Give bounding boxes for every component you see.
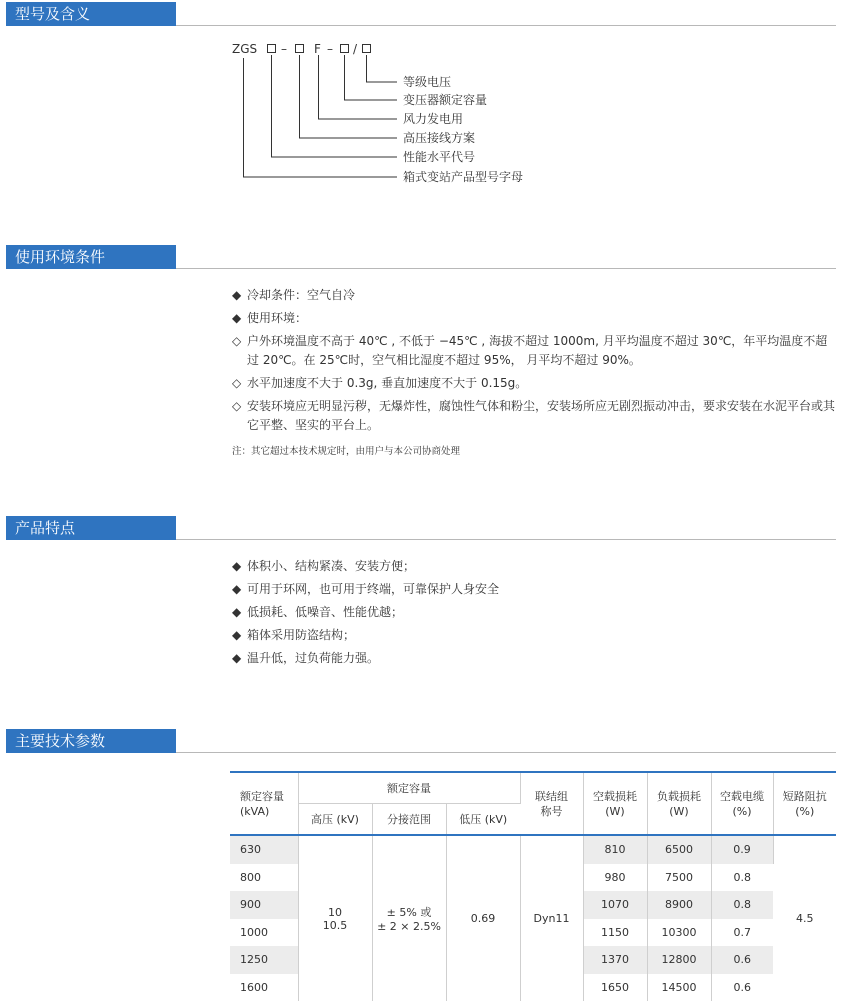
col-header-capacity — [230, 772, 298, 835]
model-diagram — [0, 0, 850, 200]
cell-load-loss: 10300 — [647, 919, 711, 947]
list-item-text: 温升低，过负荷能力强。 — [247, 651, 380, 665]
col-header-impedance — [773, 772, 836, 835]
section-title-environment: 使用环境条件 — [6, 245, 176, 269]
model-meaning-wind: 风力发电用 — [403, 112, 464, 126]
model-prefix: ZGS — [232, 42, 258, 56]
section-header-environment — [0, 245, 836, 269]
cell-load-loss: 6500 — [647, 835, 711, 864]
cell-capacity: 1000 — [230, 919, 298, 947]
cell-noload-current: 0.7 — [711, 919, 773, 947]
model-meaning-voltage: 等级电压 — [403, 75, 452, 89]
cell-connection: Dyn11 — [520, 835, 583, 1001]
diamond-filled-icon: ◆ — [232, 288, 242, 302]
params-table — [230, 771, 836, 1001]
col-header-unit: (%) — [732, 804, 752, 818]
col-header-rated-group: 额定容量 — [298, 772, 520, 804]
cell-load-loss: 7500 — [647, 864, 711, 892]
cell-hv-value: 10 — [328, 905, 342, 919]
cell-noload-loss: 810 — [583, 835, 647, 864]
cell-tap-value: ± 2 × 2.5% — [377, 920, 441, 933]
col-header-text: 负载损耗 — [657, 789, 701, 803]
features-list — [232, 557, 838, 672]
cell-load-loss: 12800 — [647, 946, 711, 974]
list-item-text: 安装环境应无明显污秽，无爆炸性，腐蚀性气体和粉尘，安装场所应无剧烈振动冲击，要求安装在水泥平台或其它平整、坚实的平台上。 — [247, 399, 836, 432]
environment-list — [232, 286, 838, 439]
cell-noload-current: 0.8 — [711, 864, 773, 892]
table-header-row — [230, 772, 836, 804]
cell-noload-loss: 1070 — [583, 891, 647, 919]
list-item-text: 水平加速度不大于 0.3g, 垂直加速度不大于 0.15g。 — [247, 376, 528, 390]
section-header-features — [0, 516, 836, 540]
cell-capacity: 630 — [230, 835, 298, 864]
col-header-text: 联结组 — [535, 789, 568, 803]
cell-noload-loss: 980 — [583, 864, 647, 892]
list-item — [232, 557, 838, 576]
list-item-text: 体积小、结构紧凑、安装方便； — [247, 559, 416, 573]
list-item — [232, 374, 838, 393]
section-title-params: 主要技术参数 — [6, 729, 176, 753]
section-title-model: 型号及含义 — [6, 2, 176, 26]
diamond-filled-icon: ◆ — [232, 582, 242, 596]
list-item — [232, 309, 838, 328]
section-rule — [176, 539, 836, 540]
list-item-text: 户外环境温度不高于 40℃ , 不低于 −45℃ , 海拔不超过 1000m, 月平均温度不超过 30℃，年平均温度不超过 20℃。在 25℃时，空气相比湿度不超过 95%， 月平均不超过 90%。 — [247, 334, 828, 367]
diamond-filled-icon: ◆ — [232, 651, 242, 665]
list-item-text: 使用环境： — [247, 311, 308, 325]
col-header-text: 空载损耗 — [593, 789, 637, 803]
col-header-text: 称号 — [540, 804, 563, 818]
cell-noload-current: 0.6 — [711, 974, 773, 1001]
cell-noload-loss: 1650 — [583, 974, 647, 1001]
list-item-text: 可用于环网，也可用于终端，可靠保护人身安全 — [247, 582, 500, 596]
cell-impedance: 4.5 — [773, 835, 836, 1001]
diamond-outline-icon: ◇ — [232, 334, 242, 348]
model-slash: / — [353, 42, 358, 56]
col-header-unit: (W) — [669, 804, 689, 818]
cell-tap-value: ± 5% 或 — [386, 906, 432, 919]
cell-noload-current: 0.8 — [711, 891, 773, 919]
col-header-unit: (kVA) — [240, 804, 270, 818]
list-item — [232, 286, 838, 305]
cell-capacity: 800 — [230, 864, 298, 892]
cell-noload-loss: 1150 — [583, 919, 647, 947]
list-item — [232, 649, 838, 668]
diamond-outline-icon: ◇ — [232, 376, 242, 390]
environment-note: 注：其它超过本技术规定时，由用户与本公司协商处理 — [232, 446, 461, 457]
col-header-unit: (W) — [605, 804, 625, 818]
cell-tap — [372, 835, 446, 1001]
col-header-text: 短路阻抗 — [782, 789, 827, 803]
cell-hv — [298, 835, 372, 1001]
col-header-noload-current — [711, 772, 773, 835]
model-meaning-hv-scheme: 高压接线方案 — [403, 131, 476, 145]
list-item-text: 低损耗、低噪音、性能优越； — [247, 605, 404, 619]
model-meaning-capacity: 变压器额定容量 — [403, 93, 488, 107]
list-item — [232, 332, 838, 370]
model-meaning-performance: 性能水平代号 — [403, 150, 476, 164]
cell-noload-current: 0.6 — [711, 946, 773, 974]
col-header-text: 空载电缆 — [720, 789, 764, 803]
cell-noload-loss: 1370 — [583, 946, 647, 974]
diamond-filled-icon: ◆ — [232, 628, 242, 642]
cell-lv: 0.69 — [446, 835, 520, 1001]
section-rule — [176, 268, 836, 269]
list-item — [232, 397, 838, 435]
cell-capacity: 900 — [230, 891, 298, 919]
diamond-filled-icon: ◆ — [232, 311, 242, 325]
cell-hv-value: 10.5 — [322, 918, 348, 932]
list-item-text: 冷却条件：空气自冷 — [247, 288, 356, 302]
table-row — [230, 835, 836, 864]
diamond-filled-icon: ◆ — [232, 605, 242, 619]
cell-noload-current: 0.9 — [711, 835, 773, 864]
model-f: F — [314, 42, 321, 56]
diamond-filled-icon: ◆ — [232, 559, 242, 573]
col-header-text: 额定容量 — [240, 789, 284, 803]
model-meaning-product-letters: 箱式变站产品型号字母 — [403, 170, 524, 184]
col-header-load-loss — [647, 772, 711, 835]
cell-load-loss: 14500 — [647, 974, 711, 1001]
section-header-params — [0, 729, 836, 753]
list-item — [232, 626, 838, 645]
cell-capacity: 1250 — [230, 946, 298, 974]
list-item — [232, 603, 838, 622]
diamond-outline-icon: ◇ — [232, 399, 242, 413]
section-title-features: 产品特点 — [6, 516, 176, 540]
cell-load-loss: 8900 — [647, 891, 711, 919]
col-header-lv: 低压 (kV) — [446, 804, 520, 836]
col-header-noload-loss — [583, 772, 647, 835]
col-header-hv: 高压 (kV) — [298, 804, 372, 836]
col-header-unit: (%) — [795, 804, 815, 818]
section-rule — [176, 752, 836, 753]
model-dash: – — [281, 42, 287, 56]
col-header-connection — [520, 772, 583, 835]
list-item — [232, 580, 838, 599]
model-dash: – — [327, 42, 333, 56]
cell-capacity: 1600 — [230, 974, 298, 1001]
list-item-text: 箱体采用防盗结构； — [247, 628, 356, 642]
col-header-tap: 分接范围 — [372, 804, 446, 836]
